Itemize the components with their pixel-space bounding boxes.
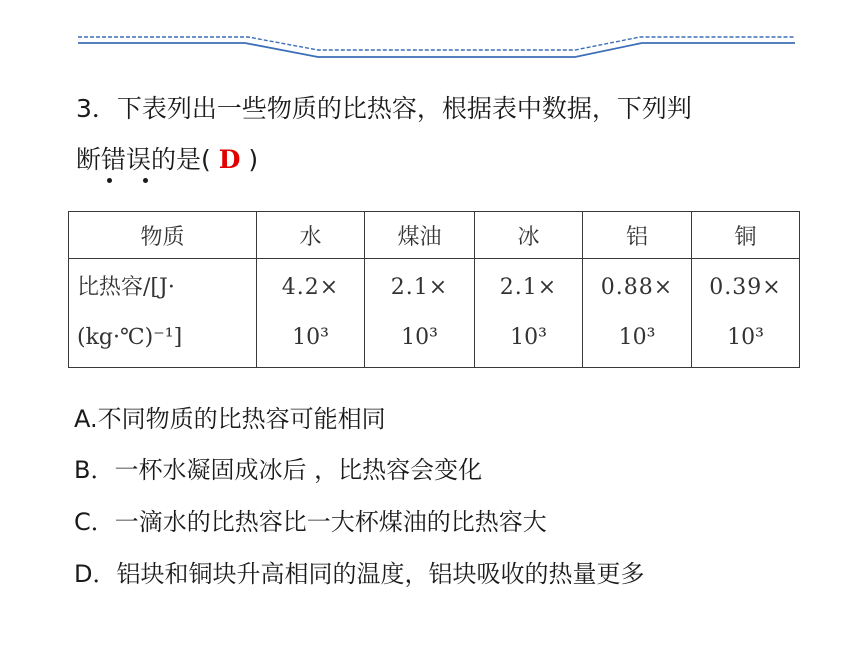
option-b: B．一杯水凝固成冰后 ，比热容会变化 (74, 456, 483, 484)
value-power: 10³ (401, 325, 438, 350)
value-power: 10³ (618, 325, 656, 350)
emphasis-dot (107, 178, 112, 183)
question-prefix: 断错误的是( (76, 145, 211, 174)
value-mantissa: 4.2× (281, 275, 340, 300)
value-cell (692, 259, 800, 368)
value-mantissa: 0.88× (600, 275, 674, 300)
table-header-cell: 铜 (692, 212, 800, 259)
row-label-line-1: 比热容/[J· (77, 275, 175, 300)
value-power: 10³ (727, 325, 764, 350)
table-row (69, 259, 800, 368)
question-line-2 (76, 145, 258, 175)
value-cell (257, 259, 365, 368)
answer-letter: D (218, 145, 241, 174)
row-label-line-2: (kg·℃)⁻¹] (77, 325, 183, 350)
value-mantissa: 2.1× (390, 275, 449, 300)
table-header-row (69, 212, 800, 259)
table-header-cell: 铝 (583, 212, 692, 259)
table-header-cell: 煤油 (365, 212, 475, 259)
value-mantissa: 2.1× (499, 275, 558, 300)
value-power: 10³ (292, 325, 329, 350)
table-header-cell: 物质 (69, 212, 257, 259)
value-cell (365, 259, 475, 368)
value-cell (583, 259, 692, 368)
header-solid-line (78, 43, 795, 57)
option-d: D．铝块和铜块升高相同的温度，铝块吸收的热量更多 (74, 560, 645, 588)
value-power: 10³ (510, 325, 547, 350)
emphasis-dot (143, 178, 148, 183)
question-suffix: ) (248, 145, 259, 174)
question-line-1: 3．下表列出一些物质的比热容，根据表中数据，下列判 (76, 94, 692, 123)
table-header-cell: 冰 (475, 212, 583, 259)
value-cell (475, 259, 583, 368)
specific-heat-table (68, 211, 800, 368)
option-c: C．一滴水的比热容比一大杯煤油的比热容大 (74, 508, 547, 536)
header-decoration (0, 0, 860, 60)
row-label-cell (69, 259, 257, 368)
option-a: A.不同物质的比热容可能相同 (74, 405, 386, 433)
table-header-cell: 水 (257, 212, 365, 259)
value-mantissa: 0.39× (709, 275, 782, 300)
